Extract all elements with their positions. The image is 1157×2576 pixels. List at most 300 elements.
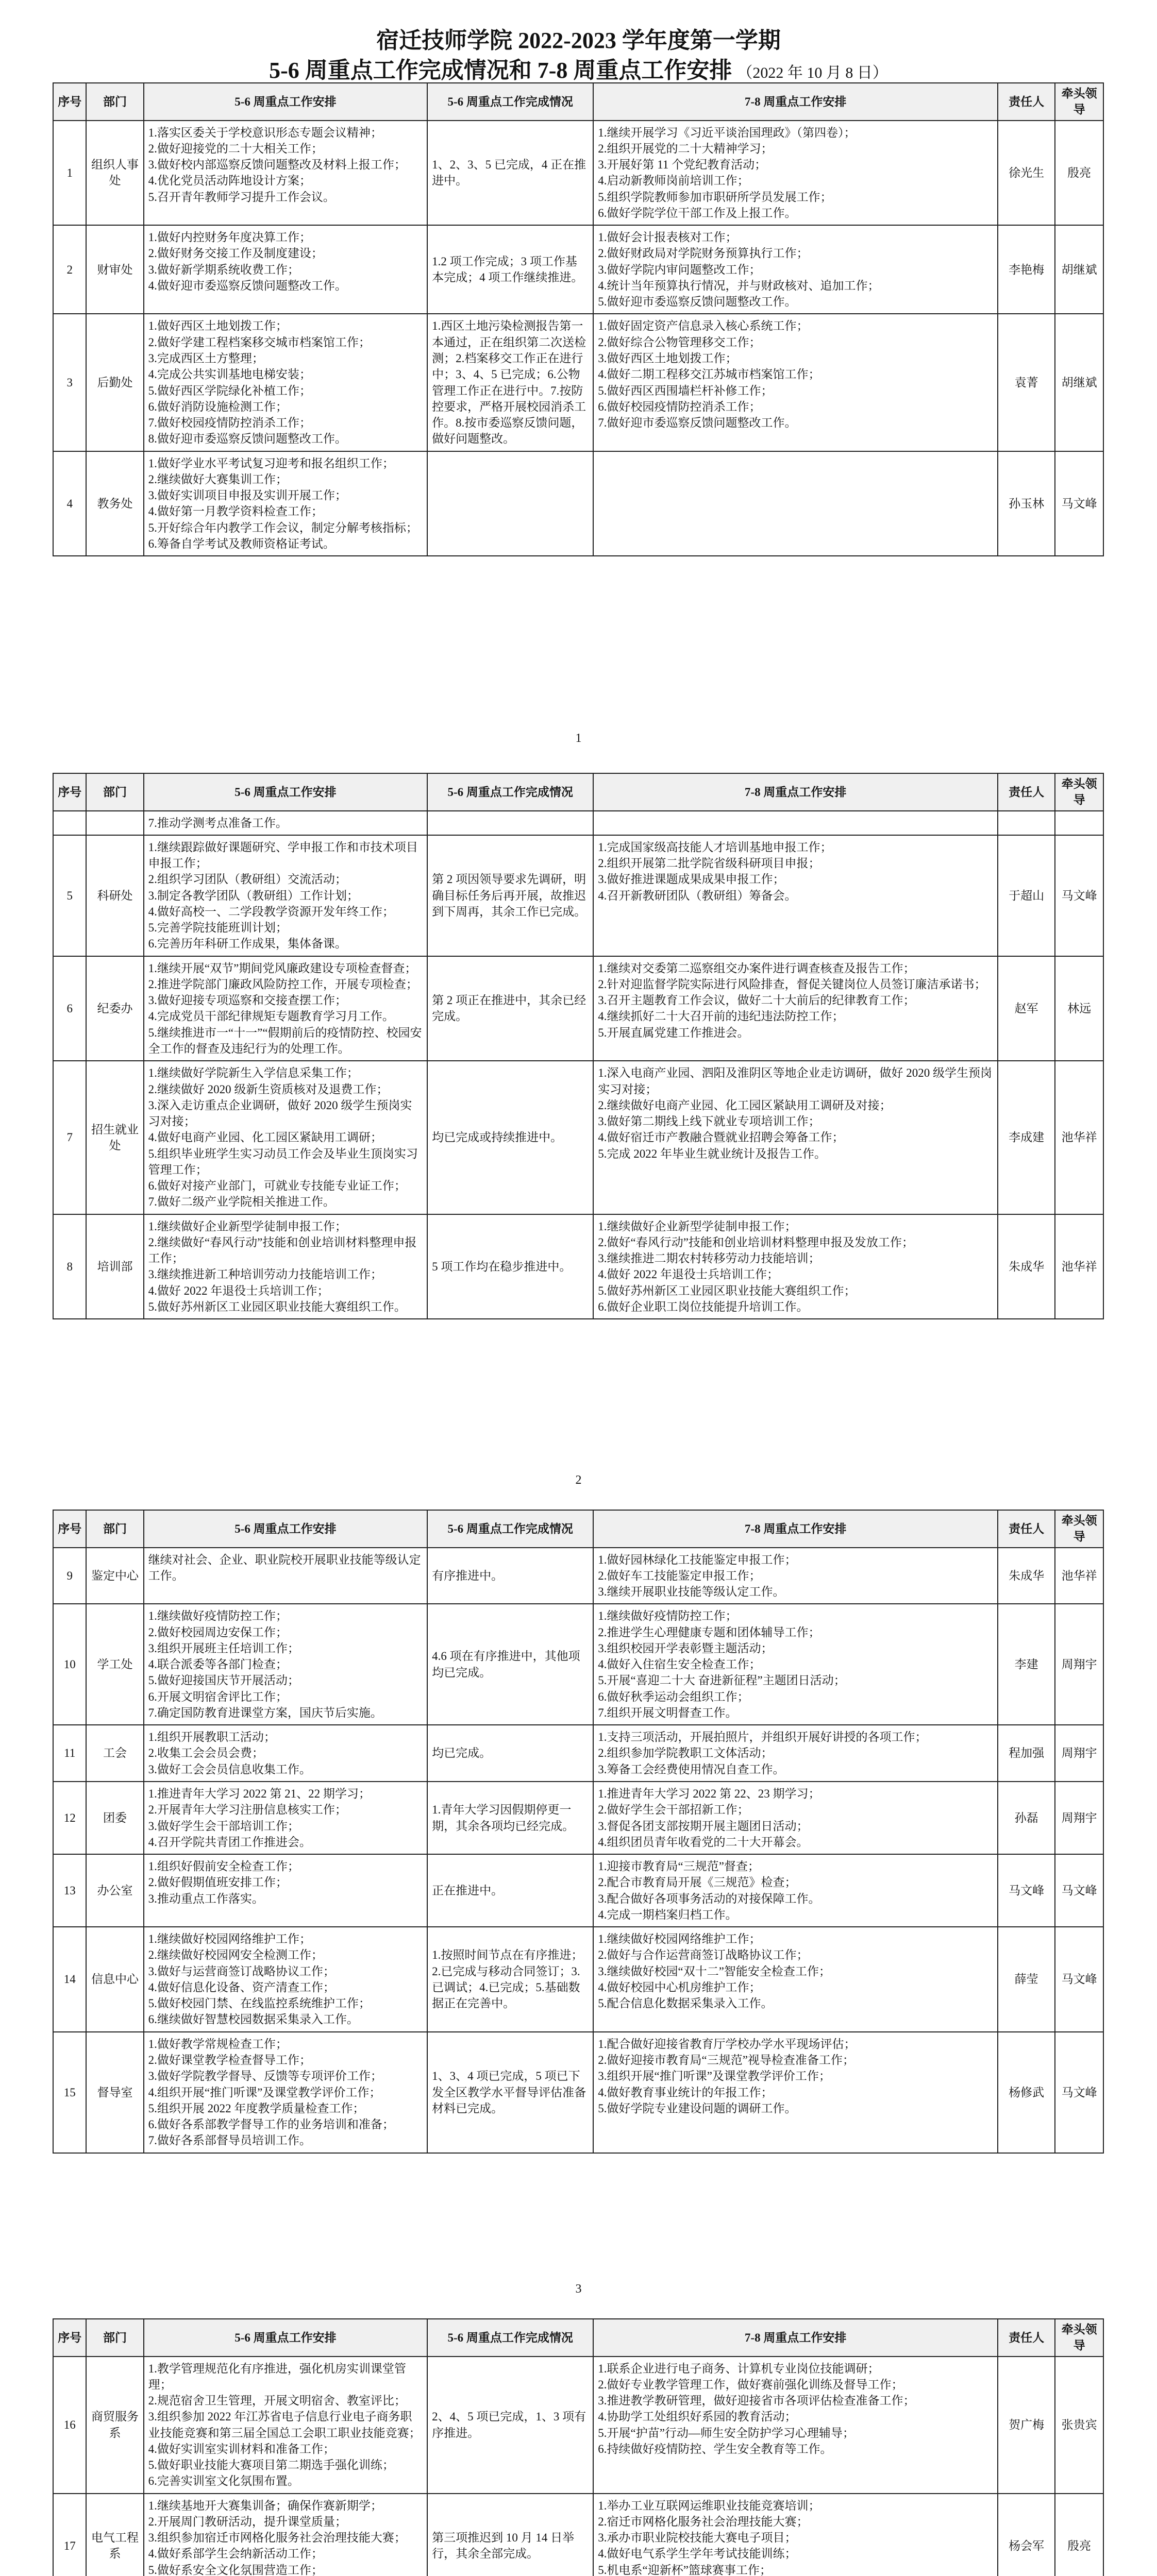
work-item: 1.继续跟踪做好课题研究、学申报工作和市技术项目申报工作；	[148, 840, 418, 870]
column-header: 序号	[53, 2319, 86, 2357]
plan-cell	[144, 956, 427, 1061]
work-item: 6.做好学院学位干部工作及上报工作。	[598, 206, 797, 219]
row-number: 8	[53, 1214, 86, 1319]
subtitle-text: 5-6 周重点工作完成情况和 7-8 周重点工作安排	[269, 58, 732, 83]
work-item: 1.继续开展学习《习近平谈治国理政》（第四卷）；	[598, 126, 856, 139]
work-item: 4.组织开展“推门听课”及课堂教学评价工作；	[148, 2086, 381, 2099]
plan-cell	[144, 1214, 427, 1319]
work-item: 5.做好学院专业建设问题的调研工作。	[598, 2102, 797, 2115]
work-item: 第三项推迟到 10 月 14 日举行，其余全部完成。	[432, 2531, 575, 2561]
work-item: 2.做好假期值班安排工作；	[148, 1876, 288, 1889]
work-item: 7.做好二级产业学院相关推进工作。	[148, 1195, 335, 1209]
department-name: 电气工程系	[86, 2494, 143, 2576]
work-item: 1.做好固定资产信息录入核心系统工作；	[598, 319, 809, 333]
column-header: 序号	[53, 773, 86, 811]
completion-cell	[427, 1725, 593, 1782]
work-item: 2.继续做好“春风行动”技能和创业培训材料整理申报工作；	[148, 1235, 417, 1265]
department-name: 教务处	[86, 451, 143, 556]
work-item: 1.完成国家级高技能人才培训基地申报工作；	[598, 840, 832, 854]
work-item: 3.做好工会会员信息收集工作。	[148, 1762, 311, 1776]
work-item: 继续对社会、企业、职业院校开展职业技能等级认定工作。	[148, 1553, 421, 1582]
work-item: 2.开展周门教研活动，提升课堂质量；	[148, 2515, 347, 2528]
responsible-person: 于超山	[998, 835, 1055, 956]
work-item: 5.组织毕业班学生实习动员工作会及毕业生顶岗实习管理工作；	[148, 1147, 418, 1176]
plan-cell	[144, 451, 427, 556]
row-number: 5	[53, 835, 86, 956]
column-header: 部门	[86, 773, 143, 811]
work-item: 2.规范宿舍卫生管理，开展文明宿舍、教室评比；	[148, 2394, 406, 2408]
work-item: 4.做好 2022 年退役士兵培训工作；	[148, 1284, 329, 1297]
table-row	[53, 1604, 1103, 1725]
lead-person: 林远	[1055, 956, 1103, 1061]
row-number: 4	[53, 451, 86, 556]
work-item: 1.2 项工作完成；3 项工作基本完成；4 项工作继续推进。	[432, 255, 583, 284]
work-item: 4.做好迎市委巡察反馈问题整改工作。	[148, 279, 347, 292]
next-plan-cell	[593, 2357, 998, 2494]
work-item: 2.继续做好校园网安全检测工作；	[148, 1948, 323, 1962]
responsible-person: 李艳梅	[998, 225, 1055, 314]
column-header: 牵头领导	[1055, 773, 1103, 811]
work-item: 3.组织校园开学表彰暨主题活动；	[598, 1641, 773, 1655]
row-number: 1	[53, 121, 86, 226]
work-item: 1.继续开展“双节”期间党风廉政建设专项检查督查；	[148, 961, 417, 975]
work-item: 3.督促各团支部按期开展主题团日活动；	[598, 1819, 809, 1833]
next-plan-cell	[593, 1782, 998, 1854]
completion-cell	[427, 1061, 593, 1214]
work-plan-table	[53, 2318, 1104, 2576]
responsible-person: 贺广梅	[998, 2357, 1055, 2494]
row-number: 10	[53, 1604, 86, 1725]
work-item: 1.教学管理规范化有序推进，强化机房实训课堂管理；	[148, 2362, 406, 2391]
responsible-person	[998, 811, 1055, 835]
completion-cell	[427, 1854, 593, 1927]
lead-person: 马文峰	[1055, 1854, 1103, 1927]
department-name: 招生就业处	[86, 1061, 143, 1214]
row-number: 7	[53, 1061, 86, 1214]
work-item: 4.做好电气系学生学年考试技能训练；	[598, 2547, 797, 2561]
document-page	[53, 1510, 1104, 2154]
row-number: 14	[53, 1927, 86, 2032]
work-item: 5.继续推进市一“十一”“假期前后的疫情防控、校园安全工作的督查及违纪行为的处理工作。	[148, 1026, 422, 1055]
responsible-person: 薛莹	[998, 1927, 1055, 2032]
department-name	[86, 811, 143, 835]
plan-cell	[144, 1604, 427, 1725]
work-item: 2.做好校园周边安保工作；	[148, 1625, 288, 1639]
row-number: 11	[53, 1725, 86, 1782]
work-item: 4.做好信息化设备、资产清查工作；	[148, 1980, 335, 1994]
work-item: 3.做好迎接专项巡察和交接查摆工作；	[148, 994, 347, 1007]
work-item: 3.推进教学教研管理，做好迎接省市各项评估检查准备工作；	[598, 2394, 915, 2408]
document-date: （2022 年 10 月 8 日）	[737, 64, 888, 81]
responsible-person: 孙玉林	[998, 451, 1055, 556]
plan-cell	[144, 1061, 427, 1214]
work-item: 2.组织学习团队（教研组）交流活动；	[148, 873, 347, 886]
column-header: 5-6 周重点工作完成情况	[427, 1510, 593, 1548]
table-header-row	[53, 773, 1103, 811]
lead-person: 殷亮	[1055, 121, 1103, 226]
column-header: 牵头领导	[1055, 1510, 1103, 1548]
lead-person: 马文峰	[1055, 2032, 1103, 2153]
column-header: 5-6 周重点工作完成情况	[427, 2319, 593, 2357]
responsible-person: 李成建	[998, 1061, 1055, 1214]
work-item: 1.推进青年大学习 2022 第 21、22 期学习；	[148, 1787, 371, 1800]
work-item: 1、3、4 项已完成，5 项已下发全区教学水平督导评估准备材料已完成。	[432, 2070, 586, 2115]
lead-person: 胡继斌	[1055, 225, 1103, 314]
work-item: 5.组织学院教师参加市职研所学员发展工作；	[598, 190, 832, 204]
next-plan-cell	[593, 1725, 998, 1782]
completion-cell	[427, 1548, 593, 1604]
column-header: 部门	[86, 1510, 143, 1548]
table-row	[53, 1548, 1103, 1604]
work-item: 1.继续做好校园网络维护工作；	[598, 1933, 761, 1946]
responsible-person: 朱成华	[998, 1214, 1055, 1319]
column-header: 责任人	[998, 773, 1055, 811]
work-item: 3.做好第二期线上线下就业专项培训工作；	[598, 1115, 820, 1128]
row-number: 2	[53, 225, 86, 314]
table-row	[53, 2357, 1103, 2494]
column-header: 责任人	[998, 83, 1055, 121]
table-row	[53, 835, 1103, 956]
document-title: 宿迁技师学院 2022-2023 学年度第一学期	[376, 28, 781, 53]
table-row	[53, 1854, 1103, 1927]
responsible-person: 程加强	[998, 1725, 1055, 1782]
work-item: 5.做好迎接国庆节开展活动；	[148, 1674, 299, 1687]
column-header: 序号	[53, 83, 86, 121]
plan-cell	[144, 2494, 427, 2576]
page-number: 1	[575, 732, 582, 745]
column-header: 5-6 周重点工作安排	[144, 83, 427, 121]
work-item: 2.开展青年大学习注册信息核实工作；	[148, 1803, 347, 1817]
completion-cell	[427, 451, 593, 556]
work-item: 2.宿迁市网格化服务社会治理技能大赛；	[598, 2515, 809, 2528]
next-plan-cell	[593, 1927, 998, 2032]
responsible-person: 杨修武	[998, 2032, 1055, 2153]
completion-cell	[427, 121, 593, 226]
work-item: 2.做好“春风行动”技能和创业培训材料整理申报及发放工作；	[598, 1235, 914, 1249]
work-item: 1.继续做好企业新型学徒制申报工作；	[148, 1219, 347, 1233]
work-item: 4.完成一期档案归档工作。	[598, 1908, 737, 1921]
row-number: 6	[53, 956, 86, 1061]
work-item: 5.开展“喜迎二十大 奋进新征程”主题团日活动；	[598, 1674, 846, 1687]
work-item: 7.做好迎市委巡察反馈问题整改工作。	[598, 416, 797, 430]
work-item: 5.做好西区西围墙栏杆补修工作；	[598, 384, 773, 397]
work-item: 1.联系企业进行电子商务、计算机专业岗位技能调研；	[598, 2362, 880, 2375]
plan-cell	[144, 835, 427, 956]
work-item: 3.做好实训项目申报及实训开展工作；	[148, 489, 347, 502]
work-item: 2.做好车工技能鉴定申报工作；	[598, 1569, 761, 1582]
work-plan-table	[53, 82, 1104, 556]
work-item: 5.开展“护苗”行动—师生安全防护学习心理辅导；	[598, 2426, 854, 2439]
work-item: 6.持续做好疫情防控、学生安全教育等工作。	[598, 2442, 832, 2455]
work-item: 2.做好迎接党的二十大相关工作；	[148, 142, 323, 155]
work-item: 7.组织开展文明督查工作。	[598, 1706, 737, 1719]
column-header: 责任人	[998, 1510, 1055, 1548]
work-item: 5.开好综合年内教学工作会议，制定分解考核指标；	[148, 521, 418, 534]
work-item: 5.开展直属党建工作推进会。	[598, 1026, 749, 1039]
work-item: 1.举办工业互联网运维职业技能竞赛培训；	[598, 2499, 820, 2512]
column-header: 5-6 周重点工作安排	[144, 773, 427, 811]
column-header: 7-8 周重点工作安排	[593, 83, 998, 121]
next-plan-cell	[593, 1854, 998, 1927]
work-item: 正在推进中。	[432, 1884, 504, 1897]
page-number: 2	[575, 1473, 582, 1487]
table-row	[53, 2494, 1103, 2576]
work-item: 3.做好学生会干部培训工作；	[148, 1819, 299, 1833]
next-plan-cell	[593, 2494, 998, 2576]
table-row	[53, 451, 1103, 556]
plan-cell	[144, 1927, 427, 2032]
work-item: 7.确定国防教育进课堂方案，国庆节后实施。	[148, 1706, 382, 1719]
completion-cell	[427, 1927, 593, 2032]
lead-person: 池华祥	[1055, 1061, 1103, 1214]
column-header: 牵头领导	[1055, 83, 1103, 121]
work-item: 3.开展好第 11 个党纪教育活动；	[598, 158, 767, 172]
work-item: 3.继续开展职业技能等级认定工作。	[598, 1585, 785, 1599]
work-item: 3.制定各教学团队（教研组）工作计划；	[148, 889, 359, 902]
work-item: 均已完成或持续推进中。	[432, 1131, 563, 1144]
lead-person: 胡继斌	[1055, 314, 1103, 451]
lead-person: 周翔宇	[1055, 1604, 1103, 1725]
department-name: 督导室	[86, 2032, 143, 2153]
row-number: 12	[53, 1782, 86, 1854]
next-plan-cell	[593, 314, 998, 451]
table-row	[53, 314, 1103, 451]
completion-cell	[427, 835, 593, 956]
table-row	[53, 2032, 1103, 2153]
row-number: 13	[53, 1854, 86, 1927]
plan-cell	[144, 2357, 427, 2494]
plan-cell	[144, 1725, 427, 1782]
work-item: 6.继续做好智慧校园数据采集录入工作。	[148, 2013, 359, 2026]
lead-person: 池华祥	[1055, 1548, 1103, 1604]
responsible-person: 杨会军	[998, 2494, 1055, 2576]
column-header: 5-6 周重点工作安排	[144, 1510, 427, 1548]
work-item: 5.完善学院技能班训计划；	[148, 921, 288, 935]
work-item: 5.做好苏州新区工业园区职业技能大赛组织工作；	[598, 1284, 856, 1297]
plan-cell	[144, 1854, 427, 1927]
column-header: 部门	[86, 83, 143, 121]
work-item: 6.做好各系部教学督导工作的业务培训和准备；	[148, 2118, 394, 2131]
work-item: 6.做好秋季运动会组织工作；	[598, 1690, 749, 1703]
plan-cell	[144, 811, 427, 835]
next-plan-cell	[593, 121, 998, 226]
work-item: 1.继续做好疫情防控工作；	[148, 1609, 288, 1623]
work-item: 3.做好推进课题成果成果申报工作；	[598, 873, 785, 886]
department-name: 工会	[86, 1725, 143, 1782]
document-subtitle	[0, 52, 1157, 84]
work-item: 2.继续做好大赛集训工作；	[148, 472, 288, 486]
work-item: 1、2、3、5 已完成，4 正在推进中。	[432, 158, 586, 188]
work-item: 3.承办市职业院校技能大赛电子项目；	[598, 2531, 797, 2545]
table-row	[53, 1725, 1103, 1782]
next-plan-cell	[593, 1214, 998, 1319]
work-item: 1.继续基地开大赛集训备；确保作赛新期学；	[148, 2499, 382, 2512]
responsible-person: 李建	[998, 1604, 1055, 1725]
work-item: 2.配合市教育局开展《三规范》检查；	[598, 1876, 797, 1889]
work-item: 2.做好学生会干部招新工作；	[598, 1803, 749, 1817]
work-item: 5.召开青年教师学习提升工作会议。	[148, 190, 335, 204]
work-item: 4.做好校园中心机房维护工作；	[598, 1980, 761, 1994]
next-plan-cell	[593, 1548, 998, 1604]
table-row	[53, 811, 1103, 835]
work-item: 4.召开新教研团队（教研组）筹备会。	[598, 889, 797, 902]
work-item: 2.做好迎接市教育局“三规范”视导检查准备工作；	[598, 2053, 854, 2066]
work-item: 2.做好综合公物管理移交工作；	[598, 335, 761, 349]
document-page	[53, 2318, 1104, 2576]
work-item: 6.做好企业职工岗位技能提升培训工作。	[598, 1300, 809, 1313]
table-row	[53, 1782, 1103, 1854]
work-item: 3.继续推进二期农村转移劳动力技能培训；	[598, 1252, 820, 1265]
department-name: 组织人事处	[86, 121, 143, 226]
document-page	[53, 773, 1104, 1319]
work-item: 7.做好校园疫情防控消杀工作；	[148, 416, 311, 430]
work-item: 3.推动重点工作落实。	[148, 1892, 264, 1905]
completion-cell	[427, 956, 593, 1061]
work-item: 4.继续抓好二十大召开前的违纪违法防控工作；	[598, 1010, 844, 1023]
work-item: 2.推进学院部门廉政风险防控工作，开展专项检查；	[148, 977, 418, 991]
column-header: 7-8 周重点工作安排	[593, 2319, 998, 2357]
work-item: 2.组织开展第二批学院省级科研项目申报；	[598, 857, 820, 870]
work-item: 3.继续做好校园“双十二”智能安全检查工作；	[598, 1964, 831, 1978]
work-item: 1.推进青年大学习 2022 第 22、23 期学习；	[598, 1787, 820, 1800]
next-plan-cell	[593, 451, 998, 556]
work-item: 3.完成西区土方整理；	[148, 351, 264, 365]
work-item: 2.继续做好 2020 级新生资质核对及退费工作；	[148, 1082, 389, 1096]
row-number	[53, 811, 86, 835]
work-item: 4.做好系部学生会纳新活动工作；	[148, 2547, 323, 2561]
work-item: 3.做好西区土地划拨工作；	[598, 351, 737, 365]
work-item: 1.做好内控财务年度决算工作；	[148, 231, 311, 244]
department-name: 学工处	[86, 1604, 143, 1725]
department-name: 培训部	[86, 1214, 143, 1319]
work-item: 6.做好对接产业部门，可就业专技能专业证工作；	[148, 1179, 406, 1193]
work-item: 1.深入电商产业园、泗阳及淮阴区等地企业走访调研，做好 2020 级学生预岗实习对接；	[598, 1066, 992, 1096]
work-item: 1.继续做好企业新型学徒制申报工作；	[598, 1219, 797, 1233]
work-item: 3.配合做好各项事务活动的对接保障工作。	[598, 1892, 820, 1905]
row-number: 9	[53, 1548, 86, 1604]
work-item: 6.做好消防设施检测工作；	[148, 400, 288, 413]
column-header: 5-6 周重点工作完成情况	[427, 83, 593, 121]
work-item: 4.做好二期工程移交江苏城市档案馆工作；	[598, 368, 820, 381]
work-item: 3.召开主题教育工作会议，做好二十大前后的纪律教育工作；	[598, 994, 915, 1007]
work-item: 3.组织开展“推门听课”及课堂教学评价工作；	[598, 2070, 831, 2083]
work-item: 2.组织开展党的二十大精神学习；	[598, 142, 773, 155]
work-plan-table	[53, 1510, 1104, 2154]
work-item: 1.继续做好疫情防控工作；	[598, 1609, 737, 1623]
column-header: 7-8 周重点工作安排	[593, 1510, 998, 1548]
column-header: 7-8 周重点工作安排	[593, 773, 998, 811]
work-item: 3.继续推进新工种培训劳动力技能培训工作；	[148, 1268, 382, 1281]
work-item: 4.做好入住宿生安全检查工作；	[598, 1658, 761, 1671]
completion-cell	[427, 2494, 593, 2576]
work-item: 6.筹备自学考试及教师资格证考试。	[148, 537, 335, 550]
work-item: 2.做好学建工程档案移交城市档案馆工作；	[148, 335, 371, 349]
work-item: 5 项工作均在稳步推进中。	[432, 1260, 572, 1273]
work-item: 4.完成公共实训基地电梯安装；	[148, 368, 311, 381]
work-item: 4.做好宿迁市产教融合暨就业招聘会筹备工作；	[598, 1131, 844, 1144]
work-item: 1.组织开展教职工活动；	[148, 1731, 276, 1744]
table-header-row	[53, 1510, 1103, 1548]
work-item: 3.深入走访重点企业调研，做好 2020 级学生预岗实习对接；	[148, 1098, 412, 1128]
work-item: 5.做好西区学院绿化补植工作；	[148, 384, 311, 397]
work-item: 1.继续对交委第二巡察组交办案件进行调查核查及报告工作；	[598, 961, 915, 975]
work-item: 1.做好学业水平考试复习迎考和报名组织工作；	[148, 456, 394, 470]
completion-cell	[427, 811, 593, 835]
work-item: 1.做好会计报表核对工作；	[598, 231, 737, 244]
work-item: 4.做好实训室实训材料和准备工作；	[148, 2442, 335, 2455]
table-row	[53, 956, 1103, 1061]
row-number: 15	[53, 2032, 86, 2153]
work-item: 5.做好迎市委巡察反馈问题整改工作。	[598, 295, 797, 309]
next-plan-cell	[593, 2032, 998, 2153]
work-item: 1.青年大学习因假期停更一期，其余各项均已经完成。	[432, 1803, 575, 1833]
work-item: 4.协助学工处组织好系园的教育活动；	[598, 2410, 797, 2424]
work-item: 1.落实区委关于学校意识形态专题会议精神；	[148, 126, 382, 139]
lead-person: 周翔宇	[1055, 1725, 1103, 1782]
work-item: 3.做好与运营商签订战略协议工作；	[148, 1964, 335, 1978]
next-plan-cell	[593, 1604, 998, 1725]
responsible-person: 赵军	[998, 956, 1055, 1061]
next-plan-cell	[593, 1061, 998, 1214]
column-header: 序号	[53, 1510, 86, 1548]
work-item: 4.完成党员干部纪律规矩专题教育学习月工作。	[148, 1010, 394, 1023]
plan-cell	[144, 314, 427, 451]
work-item: 7.推动学测考点准备工作。	[148, 816, 288, 829]
work-item: 4.做好高校一、二学段教学资源开发年终工作；	[148, 905, 394, 918]
lead-person: 池华祥	[1055, 1214, 1103, 1319]
work-item: 2.做好财政局对学院财务预算执行工作；	[598, 247, 809, 260]
work-item: 2.收集工会会员会费；	[148, 1747, 264, 1760]
plan-cell	[144, 121, 427, 226]
work-item: 8.做好迎市委巡察反馈问题整改工作。	[148, 432, 347, 446]
work-item: 5.完成 2022 年毕业生就业统计及报告工作。	[598, 1147, 826, 1160]
lead-person: 马文峰	[1055, 835, 1103, 956]
department-name: 商贸服务系	[86, 2357, 143, 2494]
department-name: 纪委办	[86, 956, 143, 1061]
next-plan-cell	[593, 811, 998, 835]
department-name: 团委	[86, 1782, 143, 1854]
work-item: 2.做好课堂教学检查督导工作；	[148, 2053, 311, 2066]
page-number: 3	[575, 2282, 582, 2296]
work-item: 3.筹备工会经费使用情况自查工作。	[598, 1762, 785, 1776]
completion-cell	[427, 1604, 593, 1725]
work-item: 1.西区土地污染检测报告第一本通过，正在组织第二次送检测；2.档案移交工作正在进行中；3、4、5 已完成；6.公物管理工作正在进行中。7.按防控要求，严格开展校园消杀工作。8.按市委巡察反馈问题，做好问题整改。	[432, 319, 586, 446]
completion-cell	[427, 314, 593, 451]
table-row	[53, 225, 1103, 314]
work-item: 4.统计当年预算执行情况，并与财政核对、追加工作；	[598, 279, 880, 292]
work-item: 3.做好校内部巡察反馈问题整改及材料上报工作；	[148, 158, 406, 172]
work-item: 第 2 项正在推进中，其余已经完成。	[432, 994, 586, 1023]
column-header: 5-6 周重点工作安排	[144, 2319, 427, 2357]
lead-person: 马文峰	[1055, 1927, 1103, 2032]
document-page	[53, 82, 1104, 556]
row-number: 3	[53, 314, 86, 451]
work-plan-table	[53, 773, 1104, 1319]
completion-cell	[427, 2357, 593, 2494]
work-item: 5.组织开展 2022 年度教学质量检查工作；	[148, 2102, 365, 2115]
row-number: 16	[53, 2357, 86, 2494]
table-row	[53, 1214, 1103, 1319]
work-item: 1.做好教学常规检查工作；	[148, 2037, 288, 2050]
responsible-person: 孙磊	[998, 1782, 1055, 1854]
work-item: 2.组织参加学院教职工文体活动；	[598, 1747, 773, 1760]
work-item: 1.做好园林绿化工技能鉴定申报工作；	[598, 1553, 797, 1566]
work-item: 6.完善实训室文化氛围布置。	[148, 2475, 299, 2488]
responsible-person: 徐光生	[998, 121, 1055, 226]
department-name: 科研处	[86, 835, 143, 956]
responsible-person: 朱成华	[998, 1548, 1055, 1604]
column-header: 牵头领导	[1055, 2319, 1103, 2357]
